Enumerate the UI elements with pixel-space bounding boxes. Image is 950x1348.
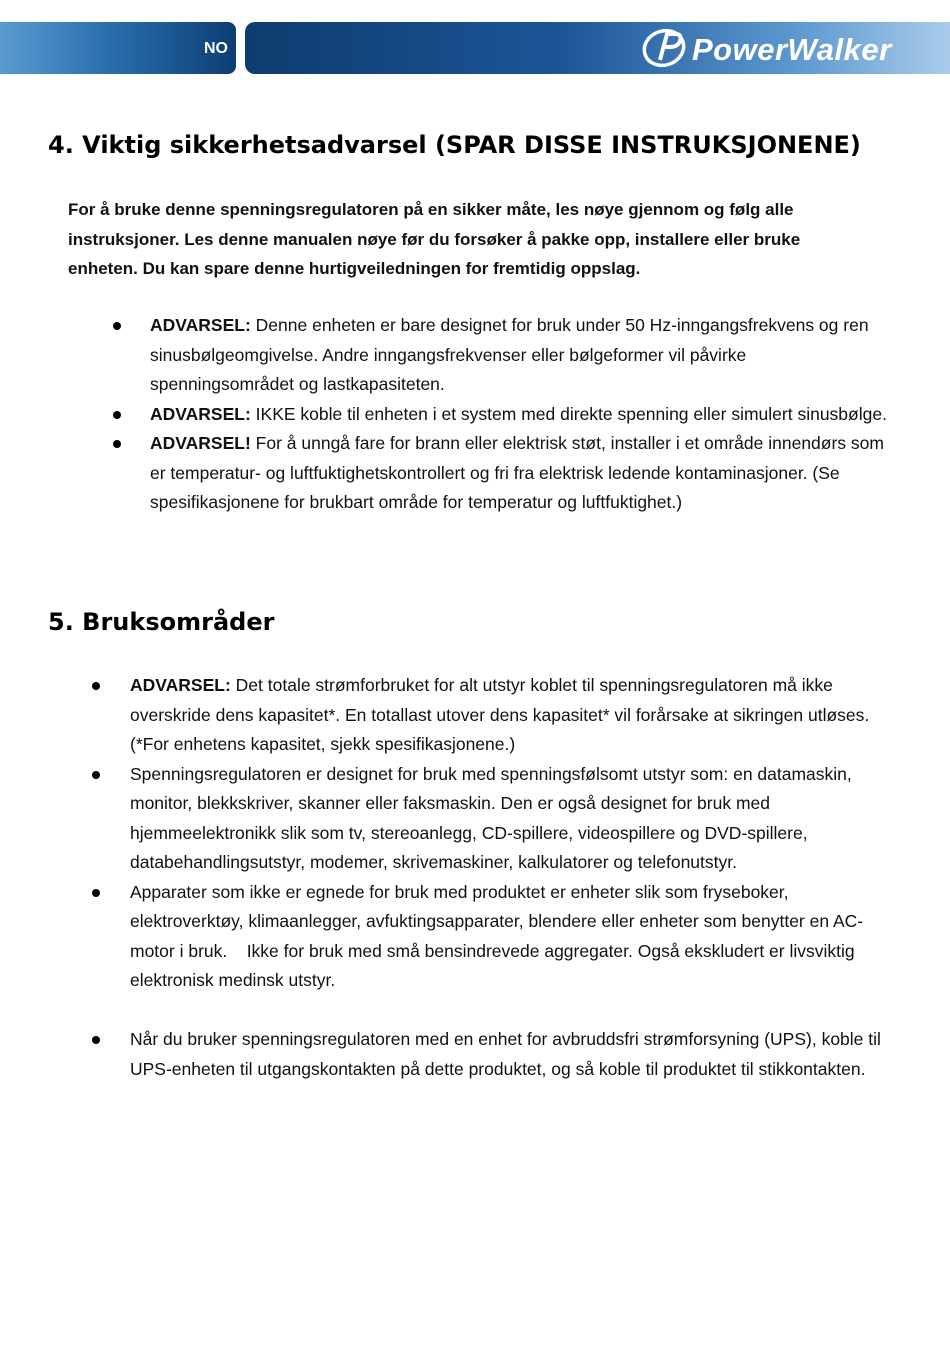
- brand-name: PowerWalker: [692, 32, 892, 67]
- bullet-icon: [92, 889, 100, 897]
- list-item: [150, 311, 895, 400]
- bullet-icon: [92, 682, 100, 690]
- warning-label: ADVARSEL!: [150, 433, 251, 453]
- list-item: [130, 878, 895, 996]
- language-code: NO: [204, 40, 228, 57]
- language-tab: [0, 22, 236, 74]
- list-item: [150, 429, 895, 518]
- page-header: [0, 0, 950, 80]
- bullet-icon: [92, 1036, 100, 1044]
- warning-label: ADVARSEL:: [150, 315, 251, 335]
- bullet-icon: [92, 771, 100, 779]
- list-item-text: Når du bruker spenningsregulatoren med en enhet for avbruddsfri strømforsyning (UPS), koble til UPS-enheten til utgangskontakten på dette produktet, og så koble til produktet til stikkontakten.: [130, 1029, 881, 1079]
- bullet-icon: [113, 322, 121, 330]
- brand-banner: [245, 22, 950, 74]
- list-item: [130, 671, 895, 760]
- list-item-text: IKKE koble til enheten i et system med direkte spenning eller simulert sinusbølge.: [250, 403, 887, 424]
- powerwalker-logo: [640, 26, 940, 70]
- capacity-note: (*For enhetens kapasitet, sjekk spesifikasjonene.): [130, 734, 516, 754]
- warning-label: ADVARSEL:: [150, 403, 251, 424]
- bullet-icon: [113, 411, 121, 419]
- list-item: [130, 760, 895, 878]
- list-item-text: Apparater som ikke er egnede for bruk med produktet er enheter slik som fryseboker, elektroverktøy, klimaanlegger, avfuktingsapparater, blendere eller enheter som benytter en AC-motor i bruk. Ikke for bruk med små bensindrevede aggregater. Også ekskludert er livsviktig elektronisk medinsk utstyr.: [130, 881, 864, 990]
- list-item-text: Spenningsregulatoren er designet for bruk med spenningsfølsomt utstyr som: en datamaskin, monitor, blekkskriver, skanner eller faksmaskin. Den er også designet for bruk med hjemmeelektronikk slik som tv, stereoanlegg, CD-spillere, videospillere og DVD-spillere, databehandlingsutstyr, modemer, skrivemaskiner, kalkulatorer og telefonutstyr.: [130, 763, 852, 872]
- section-5-usage-list: [130, 671, 895, 1084]
- section-4-title: 4. Viktig sikkerhetsadvarsel (SPAR DISSE INSTRUKSJONENE): [48, 131, 861, 159]
- list-item-text: Denne enheten er bare designet for bruk under 50 Hz-inngangsfrekvens og ren sinusbølgeomgivelse. Andre inngangsfrekvenser eller bølgeformer vil påvirke spenningsområdet og lastkapasiteten.: [150, 315, 869, 394]
- list-item: [150, 400, 895, 430]
- list-item-text: Det totale strømforbruket for alt utstyr koblet til spenningsregulatoren må ikke overskride dens kapasitet*. En totallast utover dens kapasitet* vil forårsake at sikringen utløses.: [130, 675, 870, 725]
- section-5-title: 5. Bruksområder: [48, 608, 275, 636]
- list-spacer: [130, 996, 895, 1026]
- bullet-icon: [113, 440, 121, 448]
- section-4-intro: For å bruke denne spenningsregulatoren på en sikker måte, les nøye gjennom og følg alle instruksjoner. Les denne manualen nøye før du forsøker å pakke opp, installere eller bruke enheten. Du kan spare denne hurtigveiledningen for fremtidig oppslag.: [68, 200, 801, 278]
- list-item-text: For å unngå fare for brann eller elektrisk støt, installer i et område innendørs som er temperatur- og luftfuktighetskontrollert og fri fra elektrisk ledende kontaminasjoner. (Se spesifikasjonene for brukbart område for temperatur og luftfuktighet.): [150, 433, 884, 512]
- logo-mark-icon: [640, 26, 690, 70]
- list-item: [130, 1025, 895, 1084]
- warning-label: ADVARSEL:: [130, 675, 231, 695]
- section-4-warning-list: [150, 311, 895, 518]
